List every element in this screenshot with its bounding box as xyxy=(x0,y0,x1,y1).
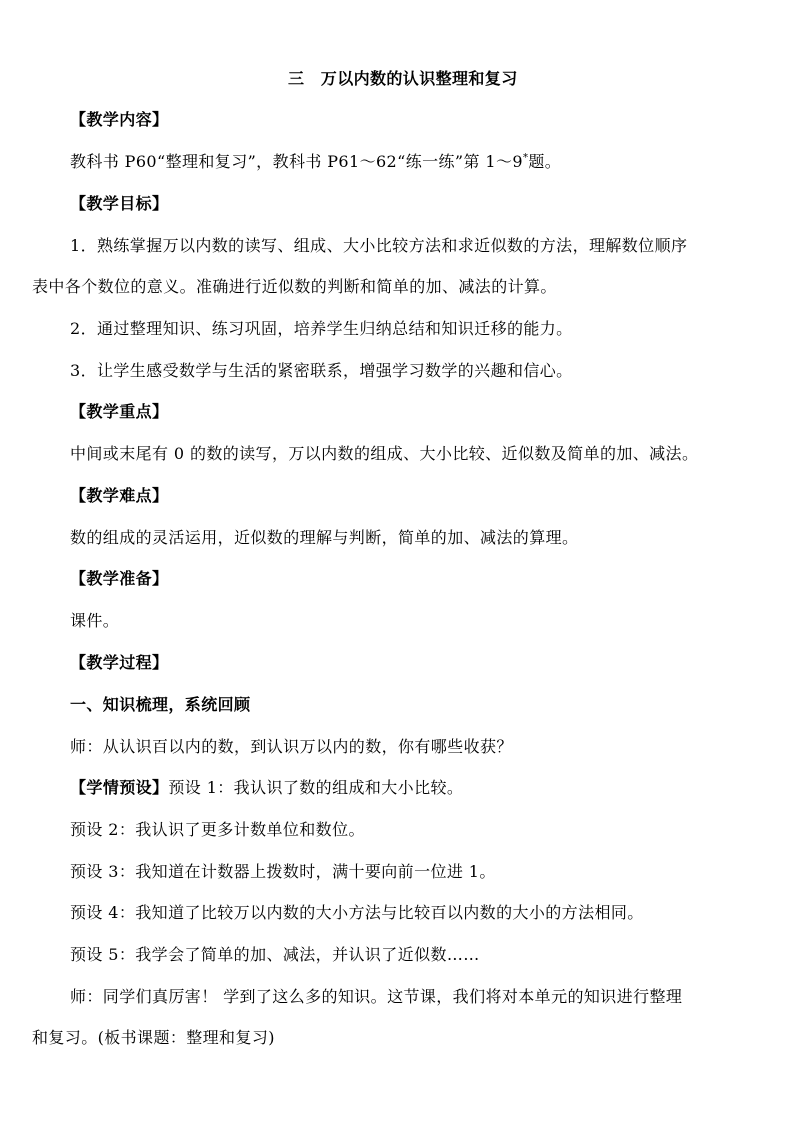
page-title: 三 万以内数的认识整理和复习 xyxy=(288,69,518,88)
preset-3: 预设 3：我知道在计数器上拨数时，满十要向前一位进 1。 xyxy=(70,862,496,881)
preset-label: 【学情预设】 xyxy=(70,778,169,797)
teacher-end-line1: 师：同学们真厉害！ 学到了这么多的知识。这节课，我们将对本单元的知识进行整理 xyxy=(70,987,683,1006)
goal-1-line1: 1．熟练掌握万以内数的读写、组成、大小比较方法和求近似数的方法，理解数位顺序 xyxy=(70,236,688,255)
preset-2: 预设 2：我认识了更多计数单位和数位。 xyxy=(70,820,365,839)
preset-4: 预设 4：我知道了比较万以内数的大小方法与比较百以内数的大小的方法相同。 xyxy=(70,903,644,922)
section-head-content: 【教学内容】 xyxy=(70,110,169,129)
goal-2: 2．通过整理知识、练习巩固，培养学生归纳总结和知识迁移的能力。 xyxy=(70,319,573,338)
goal-3: 3．让学生感受数学与生活的紧密联系，增强学习数学的兴趣和信心。 xyxy=(70,361,573,380)
teacher-end-line2: 和复习。(板书课题：整理和复习) xyxy=(32,1028,275,1047)
section-head-key: 【教学重点】 xyxy=(70,402,169,421)
section-head-difficulty: 【教学难点】 xyxy=(70,486,169,505)
section-head-process: 【教学过程】 xyxy=(70,653,169,672)
preset-5: 预设 5：我学会了简单的加、减法，并认识了近似数…… xyxy=(70,945,480,964)
goal-1-line2: 表中各个数位的意义。准确进行近似数的判断和简单的加、减法的计算。 xyxy=(32,277,557,296)
preset-1-line xyxy=(70,777,794,799)
section-head-prep: 【教学准备】 xyxy=(70,569,169,588)
preset-1: 预设 1：我认识了数的组成和大小比较。 xyxy=(168,778,464,797)
content-text-sup: * xyxy=(522,152,529,164)
content-text-b: 题。 xyxy=(528,152,562,171)
difficulty-text: 数的组成的灵活运用，近似数的理解与判断，简单的加、减法的算理。 xyxy=(70,528,579,547)
content-text xyxy=(70,151,794,173)
key-text: 中间或末尾有 0 的数的读写，万以内数的组成、大小比较、近似数及简单的加、减法。 xyxy=(70,444,699,463)
prep-text: 课件。 xyxy=(70,611,120,630)
content-text-a: 教科书 P60“整理和复习”，教科书 P61～62“练一练”第 1～9 xyxy=(70,152,523,171)
section-head-goals: 【教学目标】 xyxy=(70,194,169,213)
part1-heading: 一、知识梳理，系统回顾 xyxy=(70,695,251,714)
teacher-question: 师：从认识百以内的数，到认识万以内的数，你有哪些收获？ xyxy=(70,737,513,756)
